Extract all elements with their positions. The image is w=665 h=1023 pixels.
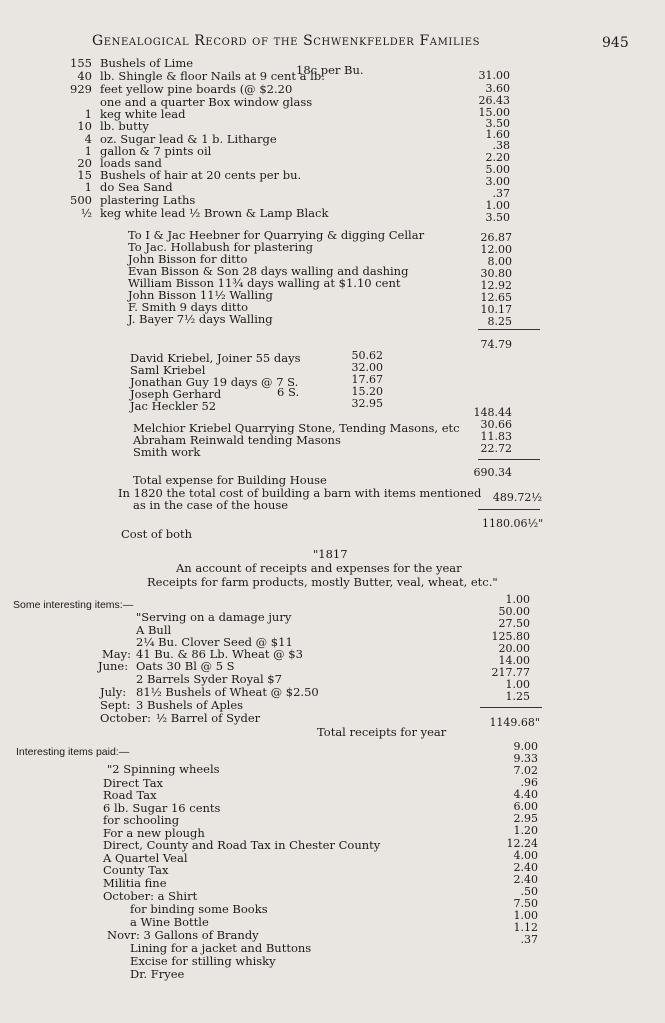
receipts-total-label: Total receipts for year [317,725,447,739]
paid-text: Direct Tax [103,776,164,790]
mason-text: Abraham Reinwald tending Masons [133,433,341,447]
amount: 3.60 [485,82,510,95]
item-text: one and a quarter Box window glass [100,95,313,109]
amount: 32.00 [351,361,383,374]
amount: 26.43 [478,94,510,107]
item-text: lb. Shingle & floor Nails at 9 cent a lb. [100,69,325,83]
receipt-text: "Serving on a damage jury [136,610,292,624]
amount: .38 [492,139,510,152]
labor-text: To Jac. Hollabush for plastering [128,240,313,254]
amount: 2.95 [513,812,538,825]
receipt-month: July: [100,685,127,699]
item-text: keg white lead ½ Brown & Lamp Black [100,206,329,220]
qty: ½ [80,206,92,220]
qty: 500 [70,193,92,207]
amount: 8.25 [487,315,512,328]
labor-text: F. Smith 9 days ditto [128,300,249,314]
labor-total: 74.79 [480,338,512,351]
receipt-text: 3 Bushels of Aples [136,698,244,712]
amount: 7.02 [513,764,538,777]
joiner-text: Saml Kriebel [130,363,206,377]
amount: 3.50 [485,117,510,130]
account-line-3: Receipts for farm products, mostly Butter, veal, wheat, etc." [147,575,498,589]
account-year: "1817 [313,547,348,561]
amount: 4.00 [513,849,538,862]
amount: 12.92 [480,279,512,292]
both-label: Cost of both [121,527,193,541]
joiners-total: 148.44 [473,406,512,419]
barn-line-2: as in the case of the house [133,498,289,512]
amount: 12.00 [480,243,512,256]
amount: .37 [520,933,538,946]
receipts-label: Some interesting items:— [13,599,134,611]
amount: 30.80 [480,267,512,280]
qty: 1 [84,180,92,194]
item-text: keg white lead [100,107,186,121]
amount: 2.20 [485,151,510,164]
amount: 12.24 [506,837,538,850]
house-total-label: Total expense for Building House [133,473,327,487]
labor-text: J. Bayer 7½ days Walling [128,312,273,326]
paid-text: A Quartel Veal [103,851,188,865]
paid-text: 6 lb. Sugar 16 cents [103,801,221,815]
barn-line-1: In 1820 the total cost of building a barn with items mentioned [118,486,482,500]
sum-rule [480,707,542,708]
qty: 4 [84,132,92,146]
amount: 3.00 [485,175,510,188]
amount: 217.77 [491,666,530,679]
sum-rule [478,459,540,460]
amount: 17.67 [351,373,383,386]
item-text: do Sea Sand [100,180,173,194]
receipt-month: October: [100,711,151,725]
amount: 14.00 [498,654,530,667]
house-total-amount: 690.34 [473,466,512,479]
amount: 20.00 [498,642,530,655]
qty: 1 [84,107,92,121]
paid-text: Dr. Fryee [130,967,185,981]
amount: .50 [520,885,538,898]
labor-text: Evan Bisson & Son 28 days walling and dashing [128,264,409,278]
item-text: lb. butty [100,119,149,133]
paid-text: For a new plough [103,826,205,840]
paid-text: a Wine Bottle [130,915,209,929]
amount: 3.50 [485,211,510,224]
amount: 1.00 [505,678,530,691]
barn-amount: 489.72½ [492,491,542,504]
qty: 20 [77,156,92,170]
amount: 10.17 [480,303,512,316]
item-text: loads sand [100,156,162,170]
amount: 26.87 [480,231,512,244]
amount: 22.72 [480,442,512,455]
amount: 8.00 [487,255,512,268]
amount: 9.33 [513,752,538,765]
joiner-text: Joseph Gerhard [130,387,222,401]
amount: 15.20 [351,385,383,398]
joiner-text: Jonathan Guy 19 days @ 7 S. [130,375,299,389]
paid-label: Interesting items paid:— [16,746,130,758]
paid-text: "2 Spinning wheels [107,762,220,776]
amount: 15.00 [478,106,510,119]
receipt-text: 2 Barrels Syder Royal $7 [136,672,282,686]
amount: 1.60 [485,128,510,141]
labor-text: William Bisson 11¾ days walling at $1.10 cent [128,276,401,290]
amount: 1.25 [505,690,530,703]
amount: 6.00 [513,800,538,813]
labor-text: John Bisson 11½ Walling [128,288,273,302]
amount: 12.65 [480,291,512,304]
paid-text: Militia fine [103,876,167,890]
item-text: Bushels of Lime [100,56,194,70]
joiner-rate: 6 S. [277,385,300,399]
paid-text: for schooling [103,813,180,827]
receipt-text: A Bull [136,623,172,637]
qty: 1 [84,144,92,158]
item-text: plastering Laths [100,193,196,207]
receipt-text: 41 Bu. & 86 Lb. Wheat @ $3 [136,647,303,661]
receipt-text: Oats 30 Bl @ 5 S [136,659,235,673]
receipts-total-amount: 1149.68" [489,716,540,729]
amount: 11.83 [480,430,512,443]
receipt-text: 2¼ Bu. Clover Seed @ $11 [136,635,293,649]
amount: 2.40 [513,873,538,886]
labor-text: John Bisson for ditto [128,252,248,266]
amount: 5.00 [485,163,510,176]
amount: .37 [492,187,510,200]
receipt-text: 81½ Bushels of Wheat @ $2.50 [136,685,319,699]
amount: 31.00 [478,69,510,82]
qty: 40 [77,69,92,83]
account-line-2: An account of receipts and expenses for the year [176,561,462,575]
item-text: oz. Sugar lead & 1 b. Litharge [100,132,277,146]
paid-text: Novr: 3 Gallons of Brandy [107,928,259,942]
sum-rule [478,329,540,330]
amount: 27.50 [498,617,530,630]
lime-price: 18c per Bu. [296,63,364,77]
paid-text: Excise for stilling whisky [130,954,276,968]
amount: 2.40 [513,861,538,874]
paid-text: Direct, County and Road Tax in Chester County [103,838,381,852]
item-text: feet yellow pine boards (@ $2.20 [100,82,293,96]
amount: 125.80 [491,630,530,643]
paid-text: Lining for a jacket and Buttons [130,941,312,955]
amount: 7.50 [513,897,538,910]
qty: 155 [70,56,92,70]
item-text: Bushels of hair at 20 cents per bu. [100,168,302,182]
amount: 50.62 [351,349,383,362]
amount: 1.00 [505,593,530,606]
receipt-month: May: [102,647,132,661]
sum-rule [478,509,540,510]
both-amount: 1180.06½" [482,517,544,530]
amount: 4.40 [513,788,538,801]
labor-text: To I & Jac Heebner for Quarrying & digging Cellar [128,228,425,242]
page-number: 945 [602,35,629,51]
qty: 929 [70,82,92,96]
receipt-text: ½ Barrel of Syder [156,711,261,725]
receipt-month: Sept: [100,698,131,712]
amount: 32.95 [351,397,383,410]
amount: 50.00 [498,605,530,618]
running-header: Genealogical Record of the Schwenkfelder Families [92,33,481,49]
amount: 30.66 [480,418,512,431]
mason-text: Melchior Kriebel Quarrying Stone, Tending Masons, etc [133,421,460,435]
item-text: gallon & 7 pints oil [100,144,212,158]
qty: 10 [77,119,92,133]
amount: 1.00 [485,199,510,212]
amount: .96 [520,776,538,789]
amount: 1.20 [513,824,538,837]
amount: 9.00 [513,740,538,753]
paid-text: for binding some Books [130,902,268,916]
receipt-month: June: [98,659,129,673]
paid-text: Road Tax [103,788,157,802]
qty: 15 [77,168,92,182]
paid-text: October: a Shirt [103,889,198,903]
paid-text: County Tax [103,863,169,877]
mason-text: Smith work [133,445,201,459]
amount: 1.00 [513,909,538,922]
amount: 1.12 [513,921,538,934]
joiner-text: David Kriebel, Joiner 55 days [130,351,301,365]
joiner-text: Jac Heckler 52 [130,399,217,413]
